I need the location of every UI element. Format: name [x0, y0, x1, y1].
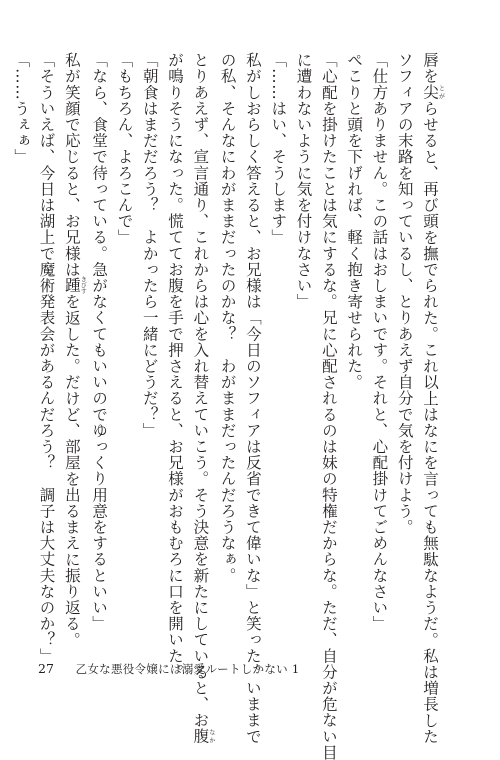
ruby-annotation: [62, 276, 87, 295]
text-line-content: ソフィアの末路を知っているし、とりあえず自分で気を付けよう。: [395, 52, 414, 535]
text-line: [33, 52, 58, 664]
text-line-content: 「朝食はまだだろう？ よかったら一緒にどうだ？」: [140, 52, 159, 439]
running-title: 乙女な悪役令嬢には溺愛ルートしかない 1: [75, 662, 300, 676]
text-line-content: 唇を: [421, 52, 439, 85]
ruby-base: 腹: [191, 728, 210, 745]
text-line: [214, 52, 239, 622]
text-line-content: 「なら、食堂で待っている。急がなくてもいいのでゆっくり用意をするといい」: [90, 52, 109, 632]
ruby-annotation: [421, 84, 445, 101]
text-line: [341, 52, 366, 622]
text-line-content: が鳴りそうになった。慌ててお腹を手で押さえると、お兄様がおもむろに口を開いた。: [166, 52, 185, 680]
text-line: [8, 52, 33, 622]
text-line: [391, 52, 416, 622]
text-line-content: 私がしおらしく答えると、お兄様は「今日のソフィアは反省できて偉いな」と笑った。いままで: [243, 52, 262, 745]
text-line-content: を返した。だけど、部屋を出るまえに振り返る。: [62, 293, 81, 648]
text-line: [265, 52, 290, 622]
ruby-reading: なか: [207, 728, 215, 745]
text-line-content: 「そういえば、今日は湖上で魔術発表会があるんだろう？ 調子は大丈夫なのか？」: [37, 52, 56, 664]
text-line: [366, 52, 391, 632]
text-line: [86, 52, 111, 632]
text-line-content: ぺこりと頭を下げれば、軽く抱き寄せられた。: [345, 52, 364, 391]
text-line-content: 「……はい、そうします」: [269, 52, 288, 246]
text-line: [240, 52, 265, 745]
text-line: [417, 52, 445, 745]
text-line-content: とりあえず、宣言通り、これからは心を入れ替えていこう。そう決意を新たにしていると、お: [191, 52, 210, 729]
ruby-base: 踵: [62, 276, 81, 295]
ruby-reading: きびす: [79, 276, 87, 295]
page-number: 27: [38, 661, 54, 676]
text-line-content: らせると、再び頭を撫でられた。これ以上はなにを言っても無駄なようだ。私は増長した: [421, 100, 439, 745]
text-line-content: 「心配を掛けたことは気にするな。兄に心配されるのは妹の特権だからな。ただ、自分が危ない目: [319, 52, 338, 760]
text-line-content: の私、そんなにわがままだったのかな？ わがままだったんだろうなぁ。: [218, 52, 237, 584]
text-line: [59, 52, 87, 648]
ruby-base: 尖: [421, 84, 439, 101]
ruby-annotation: [191, 728, 215, 745]
ruby-reading: とが: [437, 84, 445, 101]
text-line: [187, 52, 215, 745]
page-footer: [38, 661, 300, 677]
text-line-content: 「仕方ありません。この話はおしまいです。それと、心配掛けてごめんなさい」: [370, 52, 389, 632]
text-line: [162, 52, 187, 680]
text-line: [111, 52, 136, 622]
text-line: [290, 52, 315, 622]
text-line-content: 私が笑顔で応じると、お兄様は: [62, 52, 81, 278]
text-line: [136, 52, 161, 622]
text-line-content: 「……うぇぁ」: [12, 52, 31, 165]
text-line: [316, 52, 341, 760]
text-line-content: 「もちろん、よろこんで」: [115, 52, 134, 246]
text-line-content: に遭わないように気を付けなさい」: [294, 52, 313, 310]
